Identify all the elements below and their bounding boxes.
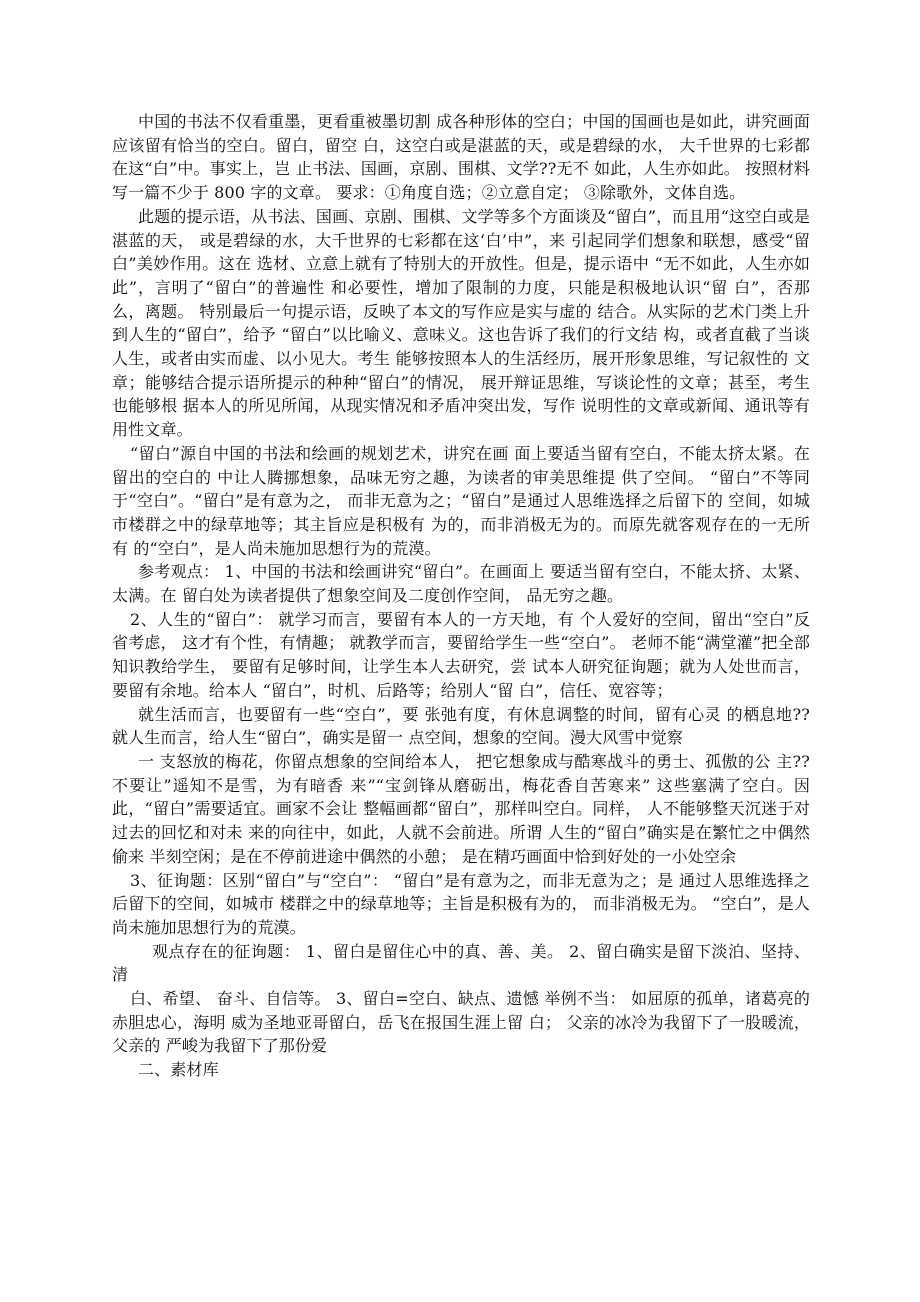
paragraph-plum-blossom: 一 支怒放的梅花，你留点想象的空间给本人， 把它想象成与酷寒战斗的勇士、孤傲的公 主??不要让”遥知不是雪，为有暗香 来”“宝剑锋从磨砺出，梅花香自苦寒来” 这些塞满了空白。因此，“留白”需要适宜。画家不会让 整幅画都“留白”，那样叫空白。同样， 人不能够整天沉迷于对过去的回忆和对未 来的向往中，如此，人就不会前进。所谓 人生的“留白”确实是在繁忙之中偶然偷来 半刻空闲；是在不停前进途中偶然的小憩； 是在精巧画面中恰到好处的一小处空余 xyxy=(112,751,810,866)
paragraph-reference-view-3: 3、征询题：区别“留白”与“空白”： “留白”是有意为之，而非无意为之；是 通过人思维选择之后留下的空间，如城市 楼群之中的绿草地等；主旨是积极有为的， 而非消极无为。 “空白”，是人尚未施加思想行为的荒漠。 xyxy=(112,870,810,937)
document-body xyxy=(112,110,810,1082)
paragraph-definition: “留白”源自中国的书法和绘画的规划艺术，讲究在画 面上要适当留有空白，不能太挤太紧。在留出的空白的 中让人腾挪想象，品味无穷之趣，为读者的审美思维提 供了空间。 “留白”不等同于“空白”。“留白”是有意为之， 而非无意为之；“留白”是通过人思维选择之后留下的 空间，如城市楼群之中的绿草地等；其主旨应是积极有 为的，而非消极无为的。而原先就客观存在的一无所有 的“空白”，是人尚未施加思想行为的荒漠。 xyxy=(112,443,810,558)
paragraph-prompt: 中国的书法不仅看重墨，更看重被墨切割 成各种形体的空白；中国的国画也是如此，讲究画面应该留有恰当的空白。留白，留空 白，这空白或是湛蓝的天，或是碧绿的水， 大千世界的七彩都在这“白”中。事实上，岂 止书法、国画，京剧、围棋、文学??无不 如此，人生亦如此。 按照材料写一篇不少于 800 字的文章。 要求：①角度自选；②立意自定； ③除歌外，文体自选。 xyxy=(112,112,810,203)
paragraph-life: 就生活而言，也要留有一些“空白”，要 张弛有度，有休息调整的时间，留有心灵 的栖息地?? 就人生而言，给人生“留白”，确实是留一 点空间，想象的空间。漫大风雪中觉察 xyxy=(112,704,810,748)
section-heading-material: 二、素材库 xyxy=(138,1060,219,1080)
paragraph-issues-continued: 白、希望、 奋斗、自信等。 3、留白=空白、缺点、遗憾 举例不当： 如屈原的孤单，诸葛亮的赤胆忠心，海明 威为圣地亚哥留白，岳飞在报国生涯上留 白； 父亲的冰冷为我留下了一股暖流，父亲的 严峻为我留下了那份爱 xyxy=(112,989,810,1056)
paragraph-reference-view-1: 参考观点： 1、中国的书法和绘画讲究“留白”。在画面上 要适当留有空白，不能太挤、太紧、太满。在 留白处为读者提供了想象空间及二度创作空间， 品无穷之趣。 xyxy=(112,562,810,606)
paragraph-analysis: 此题的提示语，从书法、国画、京剧、围棋、文学等多个方面谈及“留白”，而且用“这空白或是湛蓝的天， 或是碧绿的水，大千世界的七彩都在这‘白’中”，来 引起同学们想象和联想，感受“留白”美妙作用。这在 选材、立意上就有了特别大的开放性。但是，提示语中 “无不如此，人生亦如此”，言明了“留白”的普遍性 和必要性，增加了限制的力度，只能是积极地认识“留 白”，否那么，离题。 特别最后一句提示语，反映了本文的写作应是实与虚的 结合。从实际的艺术门类上升到人生的“留白”，给予 “留白”以比喻义、意味义。这也告诉了我们的行文结 构，或者直截了当谈人生，或者由实而虚、以小见大。考生 能够按照本人的生活经历，展开形象思维，写记叙性的 文章；能够结合提示语所提示的种种“留白”的情况， 展开辩证思维，写谈论性的文章；甚至，考生也能够根 据本人的所见所闻，从现实情况和矛盾冲突出发，写作 说明性的文章或新闻、通讯等有用性文章。 xyxy=(112,206,810,440)
paragraph-reference-view-2: 2、人生的“留白”： 就学习而言，要留有本人的一方天地，有 个人爱好的空间，留出“空白”反省考虑， 这才有个性，有情趣； 就教学而言，要留给学生一些“空白”。 老师不能“满堂灌”把全部知识教给学生， 要留有足够时间，让学生本人去研究，尝 试本人研究征询题；就为人处世而言，要留有余地。给本人 “留白”，时机、后路等；给别人“留 白”，信任、宽容等； xyxy=(112,609,810,700)
paragraph-issues: 观点存在的征询题： 1、留白是留住心中的真、善、美。 2、留白确实是留下淡泊、坚持、清 xyxy=(112,941,810,985)
